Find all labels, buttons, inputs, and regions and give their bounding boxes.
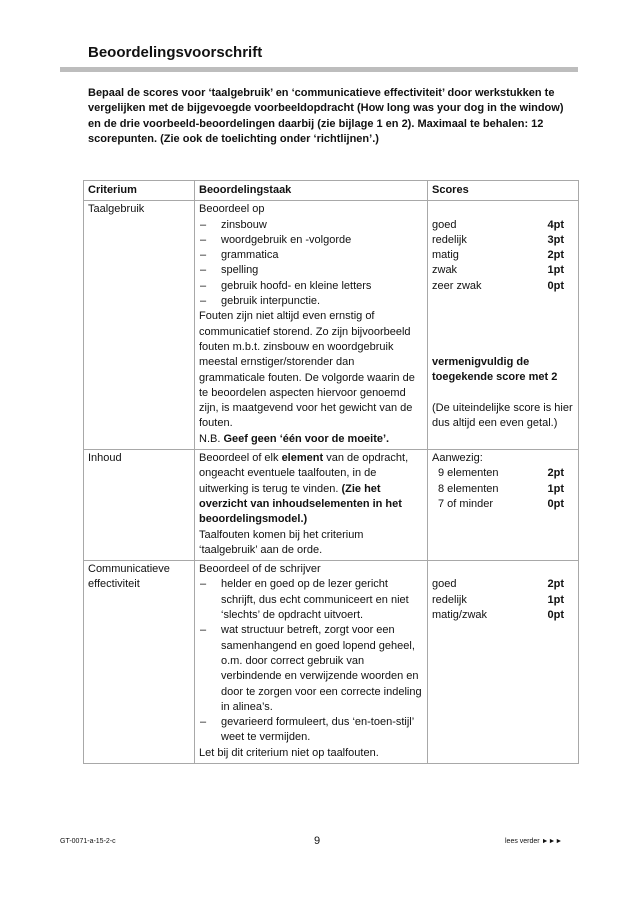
intro-instructions: Bepaal de scores voor ‘taalgebruik’ en ‘communicatieve effectiviteit’ door werkstukken te vergelijken met de bijgevoegde voorbeeldopdracht (How long was your dog in the window) en de drie voorbeeld-beoordelingen daarbij (zie bijlage 1 en 2). Maximaal te behalen: 12 scorepunten. (Zie ook de toelichting onder ‘richtlijnen’.) <box>88 87 564 145</box>
nb-prefix: N.B. <box>199 432 224 445</box>
list-item: – gebruik hoofd- en kleine letters <box>199 279 423 294</box>
list-item: – grammatica <box>199 248 423 263</box>
rubric-table <box>83 180 579 764</box>
list-item: – spelling <box>199 263 423 278</box>
criterium-communicatief: Communicatieve effectiviteit <box>84 561 195 764</box>
page-title: Beoordelingsvoorschrift <box>88 44 263 61</box>
scores-taalgebruik <box>428 201 579 450</box>
footer-continue: lees verder ►►► <box>505 838 563 845</box>
table-row-communicatief <box>84 561 579 764</box>
footer-page-number: 9 <box>314 835 321 847</box>
task-inhoud <box>195 450 428 561</box>
list-item: – wat structuur betreft, zorgt voor een samenhangend en goed lopend geheel, o.m. door correct gebruik van verbindende en verwijzende woorden en door te zorgen voor een correcte indeling in alinea’s. <box>199 623 423 715</box>
header-beoordelingstaak: Beoordelingstaak <box>195 181 428 201</box>
task-communicatief <box>195 561 428 764</box>
criterium-inhoud: Inhoud <box>84 450 195 561</box>
list-item: – gebruik interpunctie. <box>199 294 423 309</box>
header-scores: Scores <box>428 181 579 201</box>
task-taalgebruik <box>195 201 428 450</box>
table-row-taalgebruik <box>84 201 579 450</box>
title-rule <box>60 67 578 72</box>
scores-heading: Aanwezig: <box>432 452 483 465</box>
list-item: – gevarieerd formuleert, dus ‘en-toen-stijl’ weet te vermijden. <box>199 715 423 746</box>
score-row: matig 2pt <box>432 249 564 262</box>
score-row: redelijk 1pt <box>432 593 564 606</box>
list-item: – woordgebruik en -volgorde <box>199 233 423 248</box>
aspect-list <box>199 218 423 310</box>
even-score-note: (De uiteindelijke score is hier dus altijd een even getal.) <box>432 401 573 430</box>
score-row: goed 2pt <box>432 578 564 591</box>
scores-communicatief <box>428 561 579 764</box>
nb-note <box>199 432 423 447</box>
list-item: – helder en goed op de lezer gericht schrijft, dus echt communiceert en niet ‘slechts’ de opdracht uitvoert. <box>199 577 423 623</box>
task-tail: Let bij dit criterium niet op taalfouten. <box>199 746 379 759</box>
header-criterium: Criterium <box>84 181 195 201</box>
task-tail: Taalfouten komen bij het criterium ‘taalgebruik’ aan de orde. <box>199 528 364 556</box>
aspect-list <box>199 577 423 745</box>
score-row: matig/zwak 0pt <box>432 609 564 622</box>
score-row: goed 4pt <box>432 218 564 231</box>
score-row: 8 elementen 1pt <box>438 482 564 495</box>
score-row: zwak 1pt <box>432 264 564 277</box>
score-row: redelijk 3pt <box>432 233 564 246</box>
task-body: Beoordeel of elk element van de opdracht, ongeacht eventuele taalfouten, in de uitwerking is terug te vinden. (Zie het overzicht van inhoudselementen in het beoordelingsmodel.) <box>199 452 409 526</box>
nb-emphasis: Geef geen ‘één voor de moeite’. <box>223 432 390 445</box>
table-header-row <box>84 181 579 201</box>
score-row: zeer zwak 0pt <box>432 279 564 292</box>
task-lead: Beoordeel op <box>199 203 265 216</box>
score-row: 9 elementen 2pt <box>438 467 564 480</box>
task-lead: Beoordeel of de schrijver <box>199 563 321 576</box>
score-row: 7 of minder 0pt <box>438 497 564 510</box>
multiply-note: vermenigvuldig de toegekende score met 2 <box>432 356 558 384</box>
task-body: Fouten zijn niet altijd even ernstig of communicatief storend. Zo zijn bijvoorbeeld fouten m.b.t. zinsbouw en woordgebruik meestal ernstiger/storender dan grammaticale fouten. De volgorde waarin de te beoordelen aspecten hiervoor genoemd zijn, is maatgevend voor het gewicht van de fouten. <box>199 310 415 430</box>
criterium-taalgebruik: Taalgebruik <box>84 201 195 450</box>
table-row-inhoud <box>84 450 579 561</box>
footer-document-code: GT-0071-a-15-2-c <box>60 838 116 845</box>
list-item: – zinsbouw <box>199 218 423 233</box>
scores-inhoud <box>428 450 579 561</box>
